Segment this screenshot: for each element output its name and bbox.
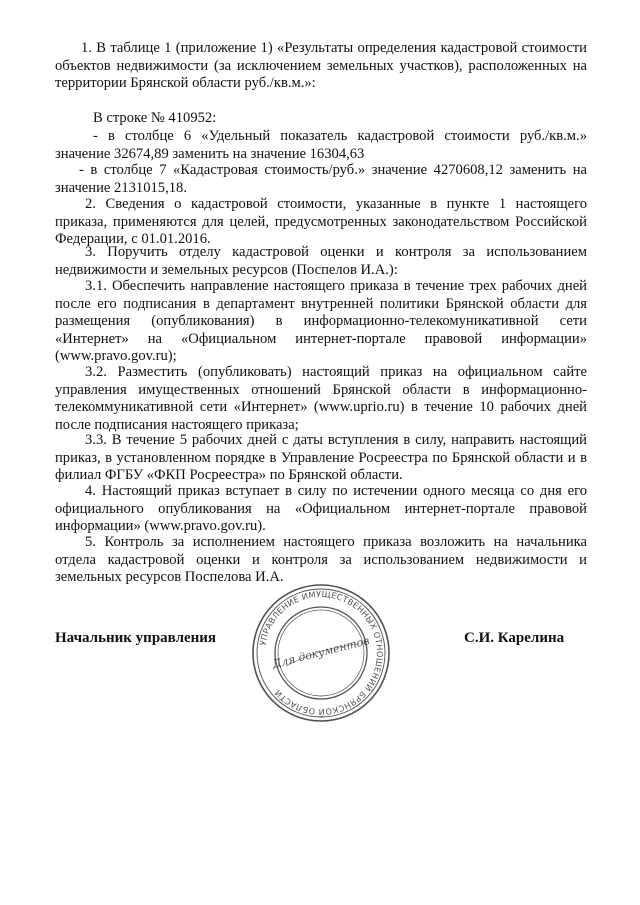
paragraph-3: 3. Поручить отделу кадастровой оценки и контроля за использованием недвижимости и земельных ресурсов (Поспелов И.А.):	[55, 244, 587, 278]
paragraph-1: 1. В таблице 1 (приложение 1) «Результаты определения кадастровой стоимости объектов недвижимости (за исключением земельных участков), расположенных на территории Брянской области руб./кв.м.»:	[55, 40, 587, 92]
paragraph-3-2: 3.2. Разместить (опубликовать) настоящий приказ на официальном сайте управления имущественных отношений Брянской области в информационно-телекоммуникативной сети «Интернет» (www.uprio.ru) в течение 10 рабочих дней после подписания настоящего приказа;	[55, 364, 587, 433]
seal-ring-text: УПРАВЛЕНИЕ ИМУЩЕСТВЕННЫХ ОТНОШЕНИЙ БРЯНСКОЙ ОБЛАСТИ	[257, 588, 386, 718]
paragraph-column-7: - в столбце 7 «Кадастровая стоимость/руб.» значение 4270608,12 заменить на значение 2131015,18.	[55, 162, 587, 196]
paragraph-2: 2. Сведения о кадастровой стоимости, указанные в пункте 1 настоящего приказа, применяются для целей, предусмотренных законодательством Российской Федерации, с 01.01.2016.	[55, 196, 587, 248]
signature-name: С.И. Карелина	[464, 630, 565, 646]
signature-position: Начальник управления	[55, 630, 217, 646]
paragraph-3-1: 3.1. Обеспечить направление настоящего приказа в течение трех рабочих дней после его подписания в департамент внутренней политики Брянской области для размещения (опубликования) в информационно-телекомуникативной сети «Интернет» на «Официальном интернет-портале правовой информации» (www.pravo.gov.ru);	[55, 278, 587, 365]
paragraph-3-3: 3.3. В течение 5 рабочих дней с даты вступления в силу, направить настоящий приказ, в установленном порядке в Управление Росреестра по Брянской области и в филиал ФГБУ «ФКП Росреестра» по Брянской области.	[55, 432, 587, 484]
paragraph-row-number: В строке № 410952:	[93, 110, 217, 126]
paragraph-4: 4. Настоящий приказ вступает в силу по истечении одного месяца со дня его официального опубликования на «Официальном интернет-портале правовой информации» (www.pravo.gov.ru).	[55, 483, 587, 535]
official-seal	[250, 582, 392, 724]
seal-center-text: Для документов	[270, 634, 371, 671]
paragraph-5: 5. Контроль за исполнением настоящего приказа возложить на начальника отдела кадастровой оценки и контроля за использованием недвижимости и земельных ресурсов Поспелова И.А.	[55, 534, 587, 586]
paragraph-column-6: - в столбце 6 «Удельный показатель кадастровой стоимости руб./кв.м.» значение 32674,89 заменить на значение 16304,63	[55, 128, 587, 162]
